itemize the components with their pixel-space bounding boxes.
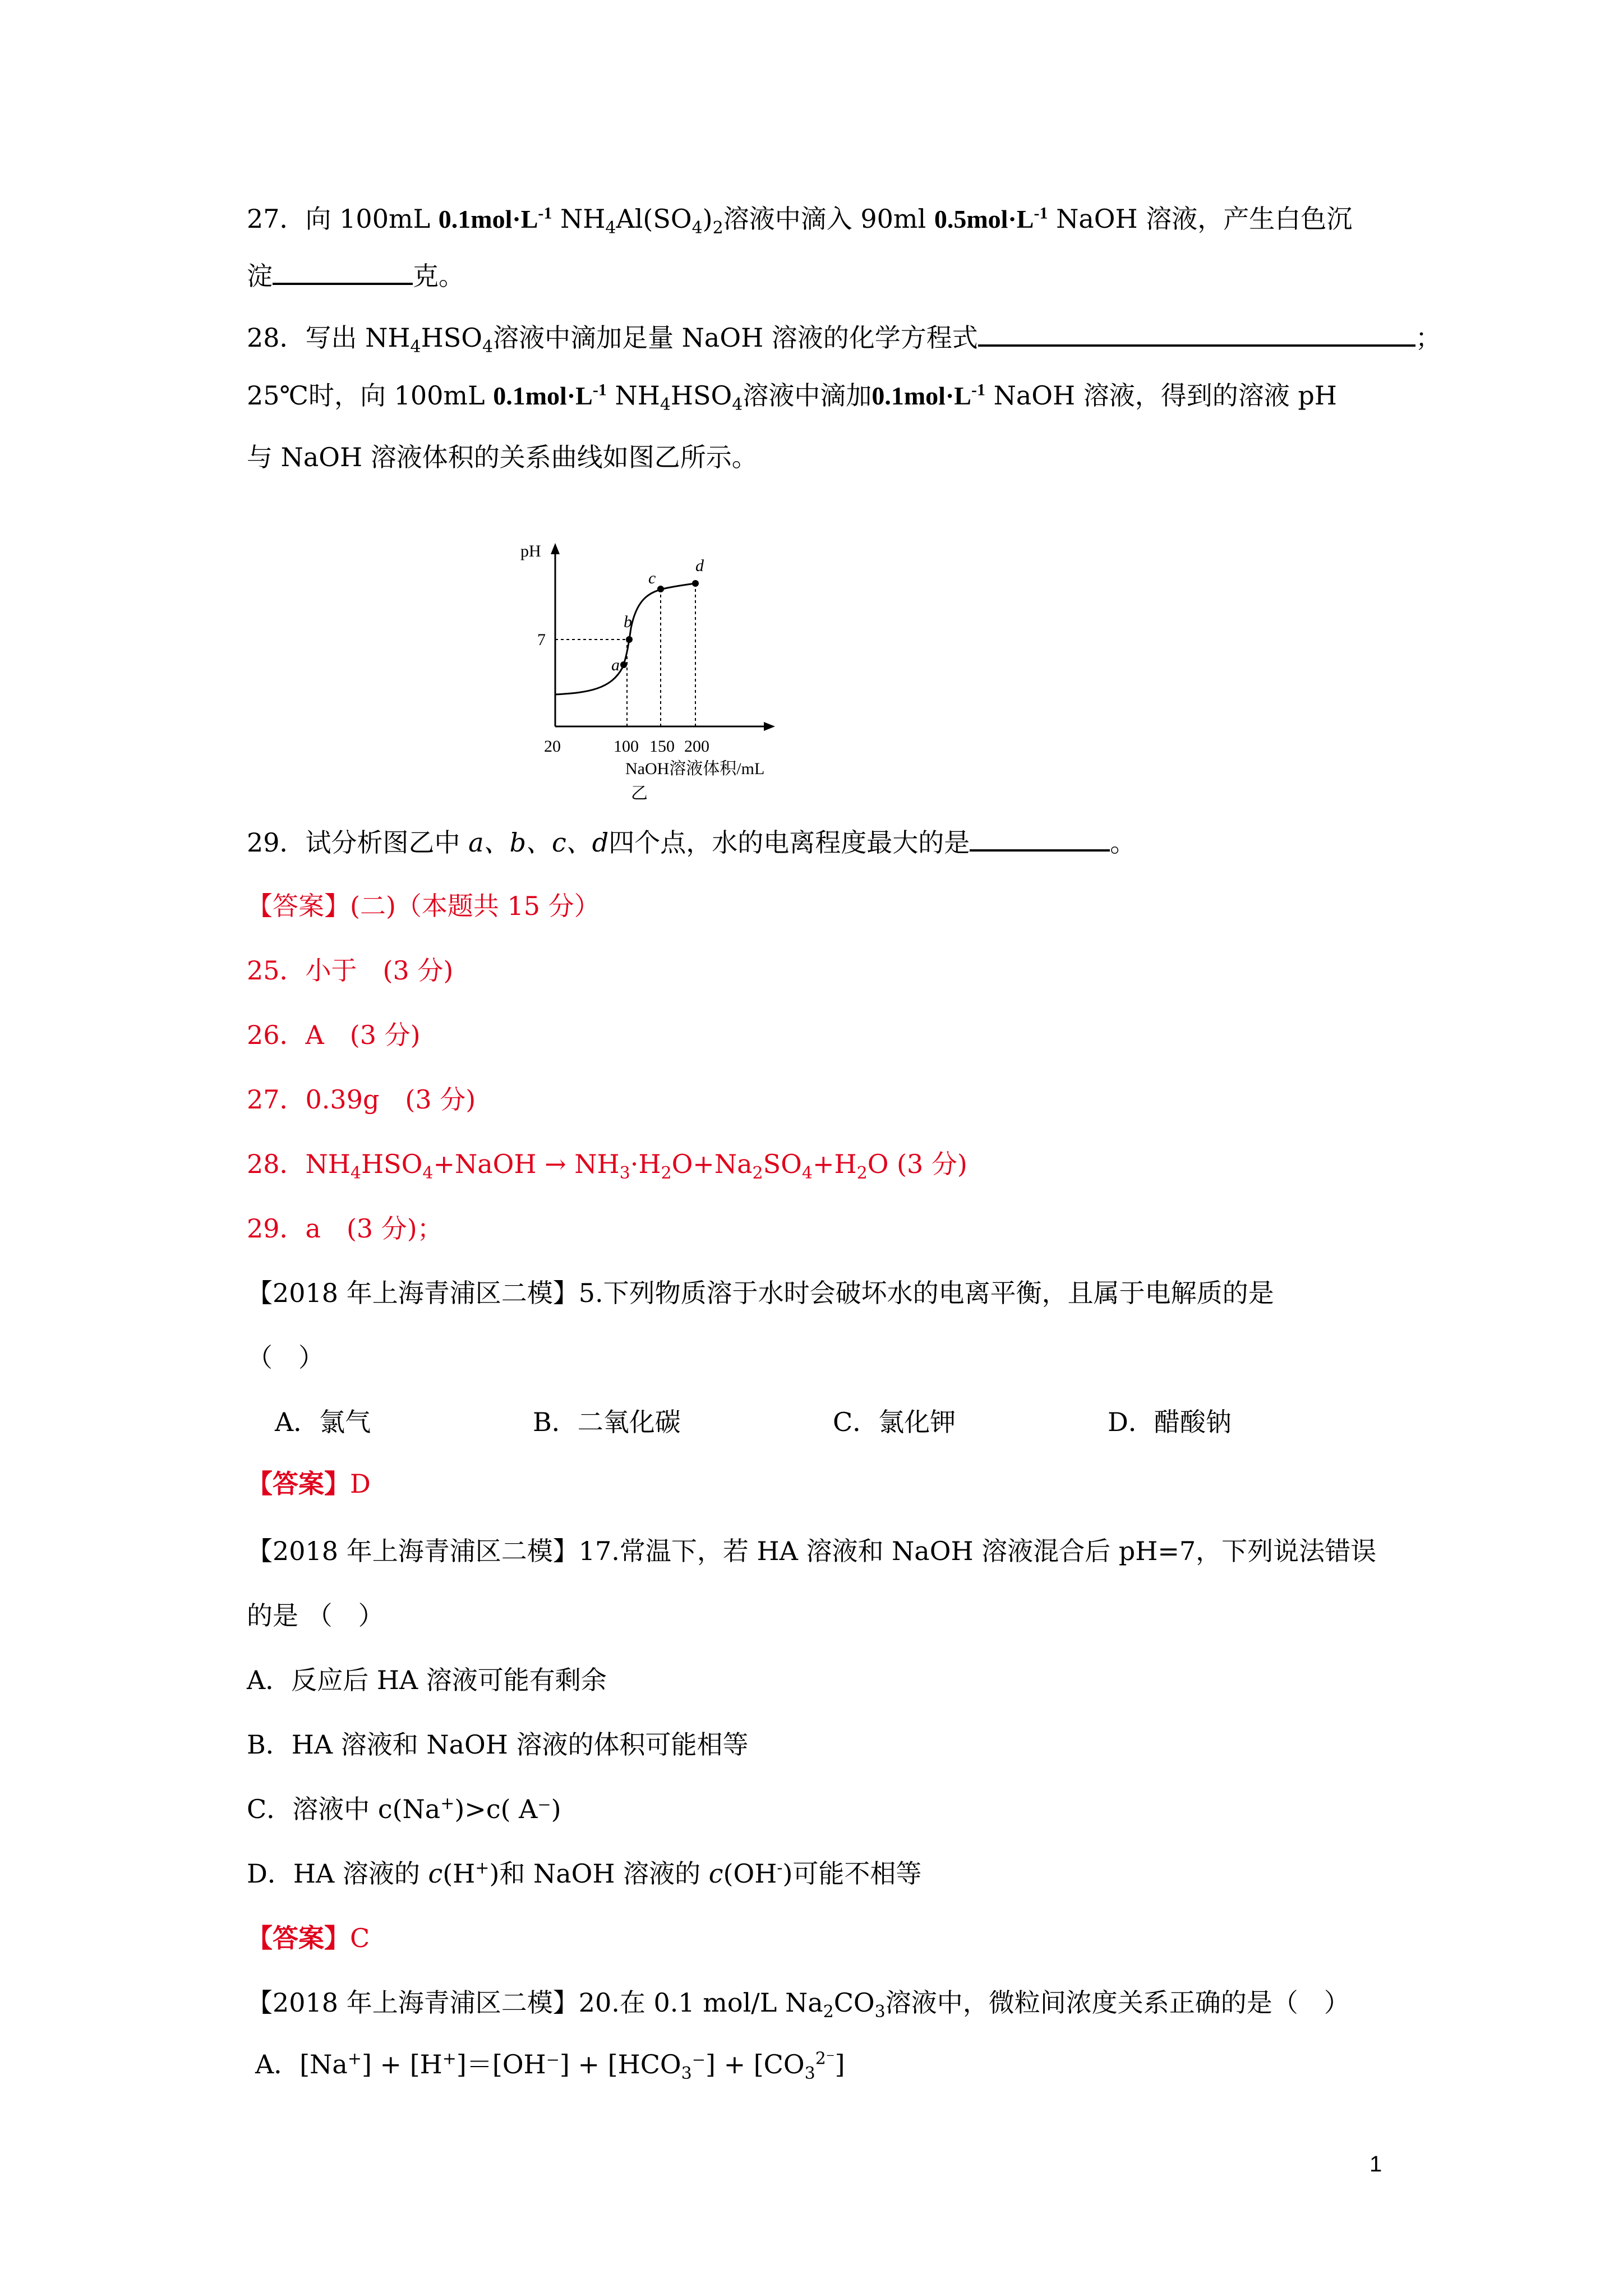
q28-text-2: HSO xyxy=(421,323,482,353)
a28-text-2: HSO xyxy=(361,1149,423,1179)
q29-answer-blank[interactable] xyxy=(970,825,1110,852)
q20-a-sub-2: 3 xyxy=(804,2064,815,2084)
x-tick-150: 150 xyxy=(649,737,675,756)
q28-line3 xyxy=(247,440,758,474)
q20-a-text-3: ]＝[OH⁻] + [HCO xyxy=(456,2049,681,2079)
q20-a-text-1: A．[Na xyxy=(255,2049,348,2079)
q27-sub-3: 2 xyxy=(712,218,723,238)
q17-source-tag: 【2018 年上海青浦区二模】 xyxy=(247,1536,579,1566)
q28-text-3: 溶液中滴加足量 NaOH 溶液的化学方程式 xyxy=(493,323,978,353)
point-a-label: a xyxy=(611,656,620,674)
q17-option-a[interactable]: A．反应后 HA 溶液可能有剩余 xyxy=(247,1665,607,1695)
q20-a-sup-1: + xyxy=(347,2049,362,2069)
q27-sub-2: 4 xyxy=(691,218,703,238)
q17-stem-2: 的是 （ ） xyxy=(247,1600,384,1631)
q28-line1 xyxy=(247,320,1441,355)
point-c-label: c xyxy=(648,569,656,587)
q20-stem xyxy=(247,1986,1350,2022)
q28-conc-2-exp: -1 xyxy=(971,380,985,399)
q29-text-2: 四个点，水的电离程度最大的是 xyxy=(608,827,970,858)
q27-conc-1: 0.1mol·L xyxy=(438,205,538,233)
q20-text-1: 20.在 0.1 mol/L Na xyxy=(578,1987,823,2018)
point-b-label: b xyxy=(624,613,632,631)
q17-d-c2: c xyxy=(708,1858,723,1889)
q5-source-tag: 【2018 年上海青浦区二模】 xyxy=(247,1278,579,1308)
q28-text-7: HSO xyxy=(670,380,732,411)
q28-text-10: 与 NaOH 溶液体积的关系曲线如图乙所示。 xyxy=(247,442,758,472)
x-tick-20: 20 xyxy=(544,737,561,756)
q20-text-3: 溶液中，微粒间浓度关系正确的是（ ） xyxy=(885,1987,1350,2018)
q17-option-d[interactable] xyxy=(247,1857,921,1890)
answers-header: 【答案】(二)（本题共 15 分） xyxy=(247,891,600,921)
q28-conc-1-exp: -1 xyxy=(592,380,607,399)
q17-d-text-5: )可能不相等 xyxy=(782,1858,922,1889)
q20-a-sup-2: + xyxy=(442,2049,457,2069)
q5-option-a[interactable]: A．氯气 xyxy=(275,1407,371,1437)
q20-text-2: CO xyxy=(833,1987,875,2018)
a28-text-4: ·H xyxy=(630,1149,661,1179)
q27-conc-2: 0.5mol·L xyxy=(934,205,1034,233)
a28-text-7: +H xyxy=(812,1149,857,1179)
x-axis-label: NaOH溶液体积/mL xyxy=(625,760,765,778)
q27-conc-1-exp: -1 xyxy=(538,204,552,223)
q20-a-text-2: ] + [H xyxy=(361,2049,442,2079)
q27-line1 xyxy=(247,202,1352,236)
a28-sub-3: 3 xyxy=(619,1163,630,1184)
y-tick-7: 7 xyxy=(537,631,546,649)
q27-text-7: 淀 xyxy=(247,261,273,291)
a28-text-1: 28．NH xyxy=(247,1149,351,1179)
q27-text-2: NH xyxy=(552,204,606,234)
point-b-marker xyxy=(626,636,633,643)
q28-sub-3: 4 xyxy=(660,395,671,415)
point-c-marker xyxy=(657,586,664,592)
q29-text-1: 29．试分析图乙中 xyxy=(247,827,469,858)
q28-text-6: NH xyxy=(606,380,660,411)
q17-c-text-1: C．溶液中 c(Na xyxy=(247,1794,441,1824)
q27-sub-1: 4 xyxy=(605,218,616,238)
figure-caption: 乙 xyxy=(631,784,648,803)
answer-26: 26．A (3 分) xyxy=(247,1020,421,1050)
q28-conc-1: 0.1mol·L xyxy=(493,381,593,410)
q29-text-3: 。 xyxy=(1110,827,1136,858)
q20-a-sub-1: 3 xyxy=(681,2064,692,2084)
q17-d-sup-2: - xyxy=(777,1858,783,1878)
x-axis-arrow xyxy=(764,722,775,731)
answer-28 xyxy=(247,1147,967,1184)
answer-27: 27．0.39g (3 分) xyxy=(247,1084,476,1115)
y-axis-label: pH xyxy=(520,542,541,560)
q20-option-a[interactable] xyxy=(255,2047,845,2084)
q5-answer xyxy=(247,1467,371,1501)
q20-source-tag: 【2018 年上海青浦区二模】 xyxy=(247,1987,579,2018)
q17-d-text-1: D．HA 溶液的 xyxy=(247,1858,428,1889)
a28-text-3: +NaOH → NH xyxy=(433,1149,620,1179)
x-tick-100: 100 xyxy=(614,737,639,756)
q17-answer-value: C xyxy=(350,1923,370,1953)
q28-text-5: 25℃时，向 100mL xyxy=(247,380,494,411)
q27-answer-blank[interactable] xyxy=(273,258,413,285)
q20-a-text-4: ⁻] + [CO xyxy=(691,2049,805,2079)
q5-paren: （ ） xyxy=(247,1342,324,1373)
q28-text-4: ； xyxy=(1415,323,1441,353)
q17-d-text-2: (H xyxy=(442,1858,476,1889)
q28-line2 xyxy=(247,379,1337,413)
a28-sub-1: 4 xyxy=(350,1163,361,1184)
q29-line xyxy=(247,825,1136,859)
q27-text-1: 27．向 100mL xyxy=(247,204,439,234)
q28-text-9: NaOH 溶液，得到的溶液 pH xyxy=(985,380,1337,411)
q27-text-6: NaOH 溶液，产生白色沉 xyxy=(1048,204,1353,234)
point-a-marker xyxy=(620,661,627,668)
a28-sub-5: 2 xyxy=(752,1163,763,1184)
q5-answer-value: D xyxy=(350,1469,371,1499)
q17-option-c[interactable] xyxy=(247,1792,561,1826)
q20-a-text-5: ] xyxy=(834,2049,845,2079)
q17-text: 17.常温下，若 HA 溶液和 NaOH 溶液混合后 pH=7，下列说法错误 xyxy=(578,1536,1377,1566)
q17-answer xyxy=(247,1921,370,1955)
a28-sub-2: 4 xyxy=(422,1163,434,1184)
q27-text-8: 克。 xyxy=(413,261,464,291)
q28-sub-1: 4 xyxy=(410,337,421,357)
y-axis-arrow xyxy=(551,543,560,554)
q17-d-c1: c xyxy=(428,1858,443,1889)
q17-stem xyxy=(247,1534,1376,1568)
point-d-label: d xyxy=(695,556,704,575)
q27-text-5: 溶液中滴入 90ml xyxy=(723,204,934,234)
q17-c-sup: + xyxy=(440,1793,455,1814)
q28-conc-2: 0.1mol·L xyxy=(872,381,971,410)
q5-stem xyxy=(247,1276,1274,1310)
q27-conc-2-exp: -1 xyxy=(1034,204,1048,223)
q17-c-text-2: )>c( A⁻) xyxy=(454,1794,561,1824)
q17-d-text-4: (OH xyxy=(723,1858,777,1889)
x-tick-200: 200 xyxy=(684,737,709,756)
q27-line2 xyxy=(247,258,464,293)
ph-titration-figure xyxy=(505,533,897,813)
q28-sub-4: 4 xyxy=(732,395,743,415)
q17-option-b[interactable]: B．HA 溶液和 NaOH 溶液的体积可能相等 xyxy=(247,1729,749,1760)
q17-d-text-3: )和 NaOH 溶液的 xyxy=(489,1858,709,1889)
q29-points: a、b、c、d xyxy=(468,827,609,858)
a28-sub-4: 2 xyxy=(661,1163,672,1184)
answer-25: 25．小于 (3 分) xyxy=(247,955,454,986)
q28-text-8: 溶液中滴加 xyxy=(743,380,872,411)
page-number: 1 xyxy=(1370,2152,1382,2177)
q20-sub-2: 3 xyxy=(874,2002,886,2022)
q27-text-4: ) xyxy=(702,204,713,234)
q17-answer-label: 【答案】 xyxy=(247,1924,350,1953)
a28-text-5: O+Na xyxy=(671,1149,753,1179)
a28-sub-6: 4 xyxy=(801,1163,813,1184)
q5-option-d[interactable]: D．醋酸钠 xyxy=(1108,1407,1232,1437)
a28-sub-7: 2 xyxy=(856,1163,868,1184)
q28-equation-blank[interactable] xyxy=(978,320,1415,347)
point-d-marker xyxy=(692,580,699,587)
q28-sub-2: 4 xyxy=(482,337,494,357)
q5-text: 5.下列物质溶于水时会破坏水的电离平衡，且属于电解质的是 xyxy=(578,1278,1274,1308)
answer-29: 29．a (3 分)； xyxy=(247,1213,443,1244)
a28-text-6: SO xyxy=(763,1149,802,1179)
q27-text-3: Al(SO xyxy=(616,204,692,234)
q5-answer-label: 【答案】 xyxy=(247,1470,350,1498)
a28-text-8: O (3 分) xyxy=(867,1149,967,1179)
q28-text-1: 28．写出 NH xyxy=(247,323,411,353)
q20-a-sup-3: 2⁻ xyxy=(815,2049,835,2069)
q5-option-b[interactable]: B．二氧化碳 xyxy=(533,1407,681,1437)
q17-d-sup-1: + xyxy=(475,1858,490,1878)
q20-sub-1: 2 xyxy=(823,2002,834,2022)
q5-option-c[interactable]: C．氯化钾 xyxy=(833,1407,956,1437)
